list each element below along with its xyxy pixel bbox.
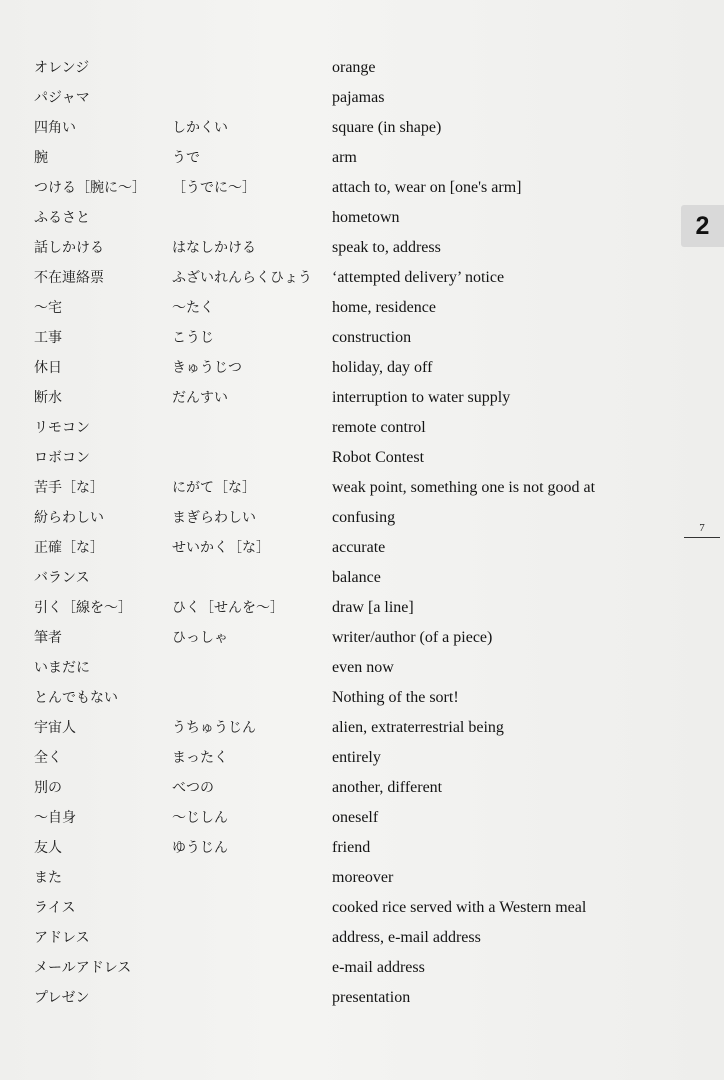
vocab-meaning: moreover: [332, 869, 394, 886]
vocab-word: リモコン: [34, 420, 90, 436]
vocab-word: パジャマ: [34, 90, 90, 106]
vocab-row: [34, 203, 654, 233]
vocab-word: ふるさと: [34, 210, 90, 226]
vocab-reading: ～じしん: [172, 810, 228, 826]
vocab-reading: まったく: [172, 750, 228, 766]
vocab-reading: うで: [172, 150, 200, 166]
page-number: 7: [699, 522, 705, 534]
vocab-word: 腕: [34, 150, 48, 166]
vocab-meaning: balance: [332, 569, 381, 586]
vocab-word: ロボコン: [34, 450, 90, 466]
vocab-meaning: even now: [332, 659, 394, 676]
vocab-meaning: Robot Contest: [332, 449, 425, 466]
vocab-row: [34, 503, 654, 533]
vocab-meaning: weak point, something one is not good at: [332, 479, 596, 496]
vocab-meaning: pajamas: [332, 89, 385, 106]
vocab-word: 工事: [34, 330, 62, 346]
vocab-meaning: entirely: [332, 749, 381, 766]
vocab-meaning: writer/author (of a piece): [332, 629, 493, 646]
chapter-tab: [681, 205, 724, 247]
vocab-meaning: arm: [332, 149, 357, 166]
vocab-row: [34, 833, 654, 863]
vocab-meaning: orange: [332, 59, 376, 76]
vocab-meaning: cooked rice served with a Western meal: [332, 899, 587, 916]
vocab-reading: しかくい: [172, 120, 228, 136]
vocab-reading: まぎらわしい: [172, 510, 256, 526]
vocab-row: [34, 473, 654, 503]
vocab-row: [34, 683, 654, 713]
vocab-row: [34, 383, 654, 413]
vocab-reading: こうじ: [172, 330, 214, 346]
vocab-reading: ひく［せんを～］: [172, 600, 284, 616]
vocab-meaning: home, residence: [332, 299, 436, 316]
vocab-word: 宇宙人: [34, 720, 76, 736]
vocab-word: 四角い: [34, 120, 76, 136]
vocab-row: [34, 803, 654, 833]
vocab-meaning: ‘attempted delivery’ notice: [332, 269, 505, 286]
vocab-row: [34, 533, 654, 563]
vocab-reading: きゅうじつ: [172, 360, 242, 376]
vocab-meaning: interruption to water supply: [332, 389, 511, 406]
chapter-tab-label: 2: [695, 211, 710, 240]
vocab-word: プレゼン: [34, 990, 90, 1006]
vocab-reading: うちゅうじん: [172, 720, 256, 736]
vocab-reading: ～たく: [172, 300, 214, 316]
vocab-meaning: Nothing of the sort!: [332, 689, 459, 706]
vocab-row: [34, 323, 654, 353]
vocab-meaning: address, e-mail address: [332, 929, 481, 946]
vocab-row: [34, 353, 654, 383]
vocab-row: [34, 713, 654, 743]
vocab-word: ～自身: [34, 810, 76, 826]
vocab-meaning: speak to, address: [332, 239, 441, 256]
vocab-word: 正確［な］: [34, 540, 104, 556]
vocab-meaning: oneself: [332, 809, 379, 826]
vocab-row: [34, 623, 654, 653]
vocab-reading: せいかく［な］: [172, 540, 270, 556]
vocab-meaning: friend: [332, 839, 371, 856]
vocab-word: 引く［線を～］: [34, 600, 132, 616]
vocab-row: [34, 863, 654, 893]
vocab-word: 休日: [34, 360, 62, 376]
vocab-word: つける［腕に～］: [34, 180, 146, 196]
vocab-row: [34, 593, 654, 623]
vocab-word: 苦手［な］: [34, 480, 104, 496]
vocab-word: 全く: [34, 750, 62, 766]
vocabulary-list: [34, 53, 654, 1013]
vocab-row: [34, 233, 654, 263]
vocab-meaning: confusing: [332, 509, 396, 526]
vocab-word: 紛らわしい: [34, 510, 104, 526]
vocab-row: [34, 263, 654, 293]
vocab-meaning: square (in shape): [332, 119, 442, 136]
vocab-row: [34, 413, 654, 443]
vocab-word: ～宅: [34, 300, 62, 316]
vocab-row: [34, 953, 654, 983]
vocab-reading: だんすい: [172, 390, 228, 406]
vocab-reading: ひっしゃ: [172, 630, 228, 646]
vocab-row: [34, 83, 654, 113]
vocab-row: [34, 143, 654, 173]
vocab-meaning: accurate: [332, 539, 386, 556]
vocab-word: とんでもない: [34, 690, 118, 706]
vocab-row: [34, 443, 654, 473]
vocab-row: [34, 743, 654, 773]
vocab-meaning: e-mail address: [332, 959, 425, 976]
vocab-word: バランス: [34, 570, 90, 586]
vocab-word: ライス: [34, 900, 76, 916]
vocab-word: また: [34, 870, 62, 886]
vocab-word: 筆者: [34, 630, 62, 646]
vocab-meaning: construction: [332, 329, 412, 346]
vocab-reading: べつの: [172, 780, 214, 796]
vocab-meaning: attach to, wear on [one's arm]: [332, 179, 522, 196]
page-number-rule: [684, 537, 720, 538]
vocab-reading: にがて［な］: [172, 480, 256, 496]
vocab-meaning: hometown: [332, 209, 400, 226]
vocab-word: メールアドレス: [34, 960, 132, 976]
vocab-word: 断水: [34, 390, 62, 406]
vocab-row: [34, 173, 654, 203]
vocab-meaning: holiday, day off: [332, 359, 433, 376]
vocab-word: 不在連絡票: [34, 270, 104, 286]
vocab-reading: ［うでに～］: [172, 180, 256, 196]
vocab-row: [34, 563, 654, 593]
vocab-word: アドレス: [34, 930, 90, 946]
vocab-word: 友人: [34, 840, 62, 856]
vocab-row: [34, 293, 654, 323]
vocab-word: オレンジ: [34, 60, 90, 76]
vocab-row: [34, 983, 654, 1013]
vocab-row: [34, 653, 654, 683]
vocab-row: [34, 923, 654, 953]
vocab-reading: ゆうじん: [172, 840, 228, 856]
vocab-row: [34, 113, 654, 143]
vocab-meaning: alien, extraterrestrial being: [332, 719, 504, 736]
vocab-reading: ふざいれんらくひょう: [172, 270, 312, 286]
vocab-meaning: remote control: [332, 419, 426, 436]
vocab-meaning: another, different: [332, 779, 443, 796]
vocab-meaning: presentation: [332, 989, 411, 1006]
vocab-word: 別の: [34, 780, 62, 796]
vocab-word: いまだに: [34, 660, 90, 676]
vocab-row: [34, 53, 654, 83]
vocab-reading: はなしかける: [172, 240, 256, 256]
vocab-row: [34, 773, 654, 803]
vocab-word: 話しかける: [34, 240, 104, 256]
vocab-meaning: draw [a line]: [332, 599, 414, 616]
vocab-row: [34, 893, 654, 923]
